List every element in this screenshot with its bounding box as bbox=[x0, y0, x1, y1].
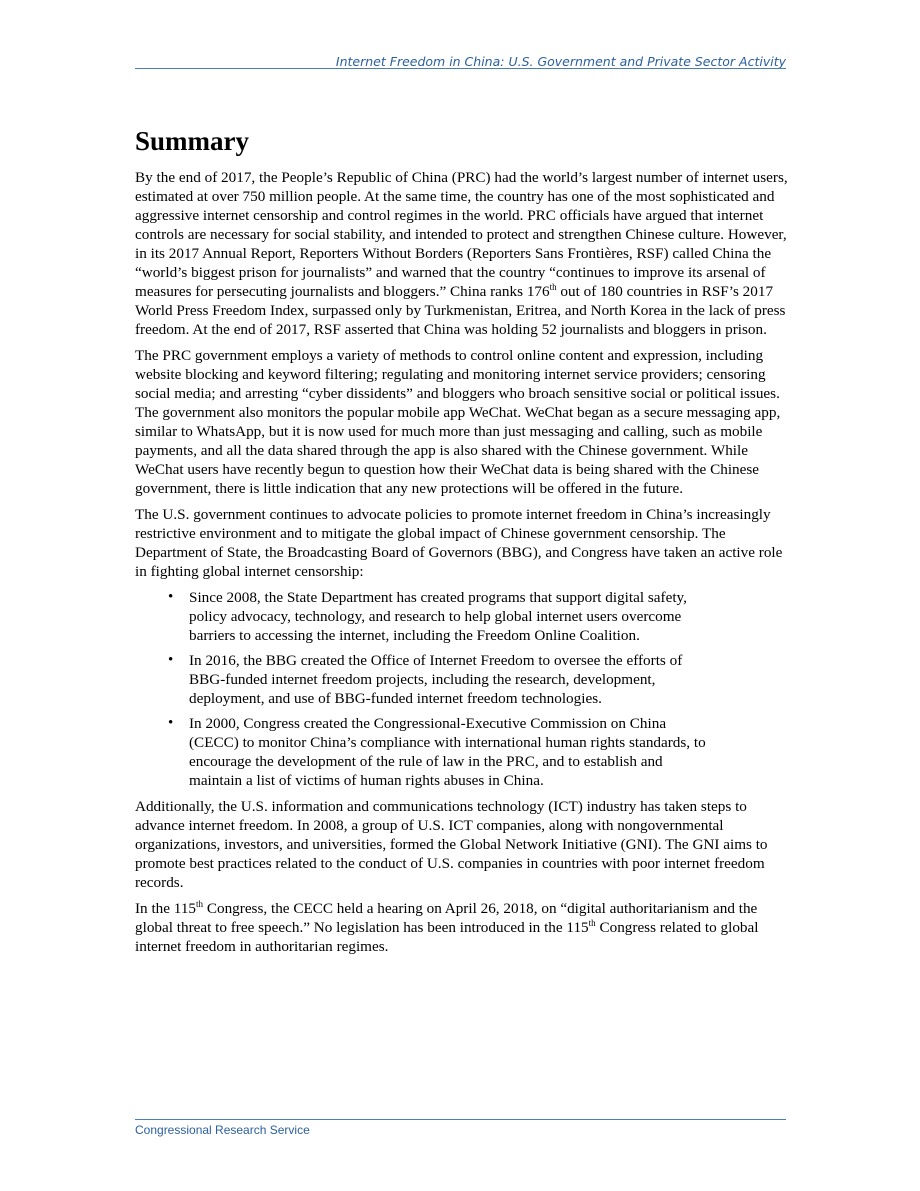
paragraph-3: The U.S. government continues to advocate policies to promote internet freedom in China’s increasingly restrictive environment and to mitigate the global impact of Chinese government censorship. The Department of State, the Broadcasting Board of Governors (BBG), and Congress have taken an active role in fighting global internet censorship: bbox=[135, 506, 783, 580]
footer-publisher: Congressional Research Service bbox=[135, 1123, 310, 1137]
header-divider bbox=[135, 68, 786, 69]
bullet-item bbox=[168, 651, 790, 708]
bullet-text: Since 2008, the State Department has created programs that support digital safety, policy advocacy, technology, and research to help global internet users overcome barriers to accessing the internet, including the Freedom Online Coalition. bbox=[189, 589, 687, 644]
paragraph-5-text-b: Congress, the CECC held a hearing on April 26, 2018, on “digital authoritarianism and the global threat to free speech.” No legislation has been introduced in the 115 bbox=[135, 900, 758, 936]
paragraph-1-text-a: By the end of 2017, the People’s Republic of China (PRC) had the world’s largest number of internet users, estimated at over 750 million people. At the same time, the country has one of the most sophisticated and aggressive internet censorship and control regimes in the world. PRC officials have argued that internet controls are necessary for social stability, and intended to protect and strengthen Chinese culture. However, in its 2017 Annual Report, Reporters Without Borders (Reporters Sans Frontières, RSF) called China the “world’s biggest prison for journalists” and warned that the country “continues to improve its arsenal of measures for persecuting journalists and bloggers.” China ranks 176 bbox=[135, 169, 788, 300]
paragraph-2: The PRC government employs a variety of methods to control online content and expression, including website blocking and keyword filtering; regulating and monitoring internet service providers; censoring social media; and arresting “cyber dissidents” and bloggers who broach sensitive social or political issues. The government also monitors the popular mobile app WeChat. WeChat began as a secure messaging app, similar to WhatsApp, but it is now used for much more than just messaging and calling, such as mobile payments, and all the data shared through the app is also shared with the Chinese government. While WeChat users have recently begun to question how their WeChat data is being shared with the Chinese government, there is little indication that any new protections will be offered in the future. bbox=[135, 347, 781, 497]
running-header: Internet Freedom in China: U.S. Government and Private Sector Activity bbox=[335, 54, 786, 69]
bullet-item bbox=[168, 588, 790, 645]
bullet-list bbox=[135, 588, 790, 790]
superscript-th: th bbox=[588, 918, 596, 928]
bullet-item bbox=[168, 714, 790, 790]
superscript-th: th bbox=[196, 899, 204, 909]
footer-divider bbox=[135, 1119, 786, 1120]
paragraph-5 bbox=[135, 899, 790, 956]
paragraph-5-text-a: In the 115 bbox=[135, 900, 197, 917]
bullet-icon: • bbox=[168, 715, 174, 731]
paragraph-1-text-b: out of 180 countries in RSF’s 2017 World Press Freedom Index, surpassed only by Turkmenistan, Eritrea, and North Korea in the lack of press freedom. At the end of 2017, RSF asserted that China was holding 52 journalists and bloggers in prison. bbox=[135, 283, 786, 338]
bullet-icon: • bbox=[168, 652, 174, 668]
paragraph-4: Additionally, the U.S. information and communications technology (ICT) industry has taken steps to advance internet freedom. In 2008, a group of U.S. ICT companies, along with nongovernmental organizations, investors, and universities, formed the Global Network Initiative (GNI). The GNI aims to promote best practices related to the conduct of U.S. companies in countries with poor internet freedom records. bbox=[135, 798, 768, 891]
paragraph-5-text-c: Congress related to global internet freedom in authoritarian regimes. bbox=[135, 919, 759, 955]
main-content bbox=[135, 124, 790, 963]
paragraph-1 bbox=[135, 168, 790, 339]
bullet-text: In 2016, the BBG created the Office of Internet Freedom to oversee the efforts of BBG-funded internet freedom projects, including the research, development, deployment, and use of BBG-funded internet freedom technologies. bbox=[189, 652, 683, 707]
superscript-th: th bbox=[549, 282, 557, 292]
section-title: Summary bbox=[135, 126, 249, 156]
bullet-icon: • bbox=[168, 589, 174, 605]
bullet-text: In 2000, Congress created the Congressional-Executive Commission on China (CECC) to monitor China’s compliance with international human rights standards, to encourage the development of the rule of law in the PRC, and to establish and maintain a list of victims of human rights abuses in China. bbox=[189, 715, 706, 789]
